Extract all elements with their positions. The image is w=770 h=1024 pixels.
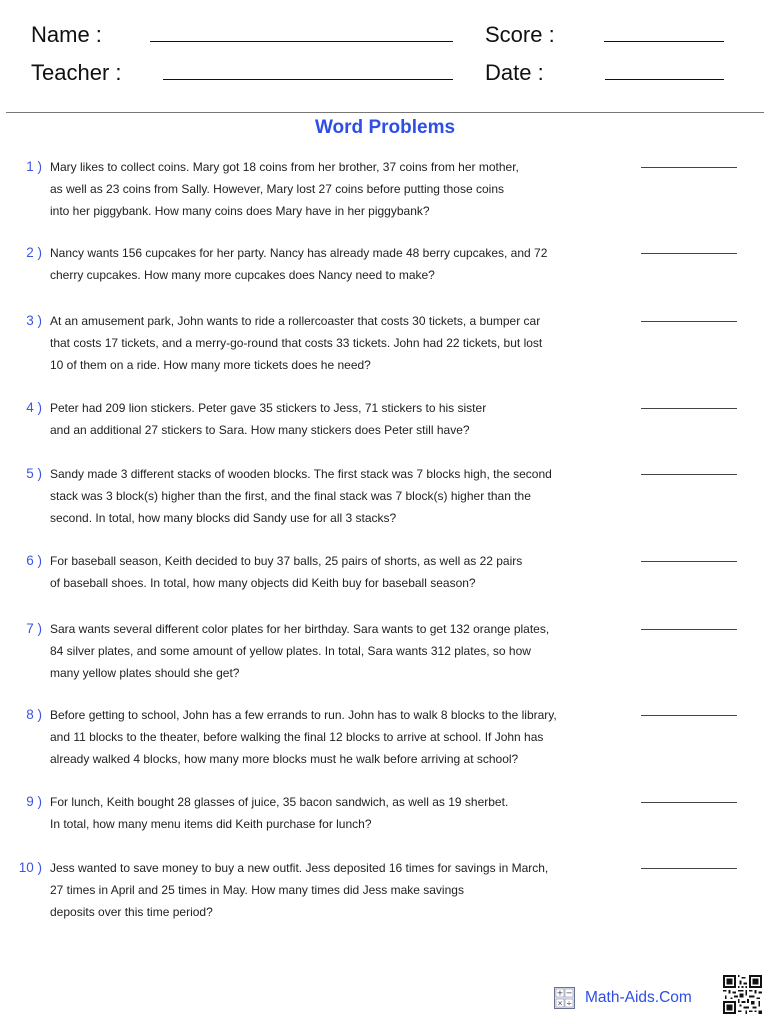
problem-text-line: 84 silver plates, and some amount of yellow plates. In total, Sara wants 312 plates, so how (50, 644, 531, 658)
problem-text-line: Nancy wants 156 cupcakes for her party. Nancy has already made 48 berry cupcakes, and 72 (50, 246, 548, 260)
problem-text (50, 156, 615, 222)
problem-text-line: Mary likes to collect coins. Mary got 18 coins from her brother, 37 coins from her mother, (50, 160, 519, 174)
problem-text (50, 310, 615, 376)
problem-text-line: of baseball shoes. In total, how many objects did Keith buy for baseball season? (50, 576, 476, 590)
svg-text:×: × (557, 999, 563, 1008)
worksheet-title: Word Problems (314, 117, 456, 138)
problem-text-line: many yellow plates should she get? (50, 666, 240, 680)
problem-text (50, 463, 615, 529)
answer-blank[interactable] (641, 408, 737, 409)
problem-number: 6 ) (26, 553, 42, 568)
problem-text (50, 857, 615, 923)
problem-text (50, 397, 615, 441)
footer-brand (554, 986, 692, 1010)
problem-text-line: In total, how many menu items did Keith purchase for lunch? (50, 817, 372, 831)
problem-text-line: Sara wants several different color plates for her birthday. Sara wants to get 132 orange plates, (50, 622, 550, 636)
score-field-line[interactable] (604, 41, 724, 42)
answer-blank[interactable] (641, 868, 737, 869)
answer-blank[interactable] (641, 561, 737, 562)
problem-number: 7 ) (26, 621, 42, 636)
problem-text-line: already walked 4 blocks, how many more blocks must he walk before arriving at school? (50, 752, 519, 766)
svg-text:÷: ÷ (566, 999, 572, 1008)
svg-text:−: − (565, 988, 573, 998)
name-label: Name : (31, 22, 102, 47)
problem-text-line: and an additional 27 stickers to Sara. How many stickers does Peter still have? (50, 423, 470, 437)
problem-text-line: For baseball season, Keith decided to buy 37 balls, 25 pairs of shorts, as well as 22 pairs (50, 554, 523, 568)
problem-text-line: 10 of them on a ride. How many more tickets does he need? (50, 358, 371, 372)
date-label: Date : (485, 60, 544, 85)
problem-number: 5 ) (26, 466, 42, 481)
problem-text-line: Before getting to school, John has a few errands to run. John has to walk 8 blocks to the library, (50, 708, 557, 722)
problem-text-line: For lunch, Keith bought 28 glasses of juice, 35 bacon sandwich, as well as 19 sherbet. (50, 795, 509, 809)
calculator-icon (554, 987, 575, 1009)
problem-text-line: cherry cupcakes. How many more cupcakes does Nancy need to make? (50, 268, 435, 282)
brand-name: Math-Aids.Com (585, 989, 692, 1006)
answer-blank[interactable] (641, 167, 737, 168)
problem-text-line: Sandy made 3 different stacks of wooden blocks. The first stack was 7 blocks high, the second (50, 467, 552, 481)
problem-text-line: second. In total, how many blocks did Sandy use for all 3 stacks? (50, 511, 397, 525)
svg-text:+: + (556, 988, 564, 998)
problem-number: 2 ) (26, 245, 42, 260)
score-label: Score : (485, 22, 555, 47)
teacher-field-line[interactable] (163, 79, 453, 80)
problem-text-line: Peter had 209 lion stickers. Peter gave 35 stickers to Jess, 71 stickers to his sister (50, 401, 487, 415)
problem-number: 9 ) (26, 794, 42, 809)
problem-text-line: into her piggybank. How many coins does Mary have in her piggybank? (50, 204, 430, 218)
problem-text-line: and 11 blocks to the theater, before walking the final 12 blocks to arrive at school. If John has (50, 730, 544, 744)
problem-text (50, 242, 615, 286)
header-divider (6, 112, 764, 113)
qr-code-icon (723, 975, 762, 1014)
problem-text (50, 791, 615, 835)
problem-text (50, 618, 615, 684)
problem-text-line: deposits over this time period? (50, 905, 213, 919)
problem-text-line: as well as 23 coins from Sally. However, Mary lost 27 coins before putting those coins (50, 182, 504, 196)
problem-number: 4 ) (26, 400, 42, 415)
problem-text (50, 550, 615, 594)
problem-text-line: stack was 3 block(s) higher than the first, and the final stack was 7 block(s) higher than the (50, 489, 531, 503)
problem-text (50, 704, 615, 770)
problem-text-line: that costs 17 tickets, and a merry-go-round that costs 33 tickets. John had 22 tickets, but lost (50, 336, 543, 350)
answer-blank[interactable] (641, 802, 737, 803)
answer-blank[interactable] (641, 629, 737, 630)
problem-number: 3 ) (26, 313, 42, 328)
problem-number: 1 ) (26, 159, 42, 174)
problem-number: 10 ) (18, 860, 42, 875)
teacher-label: Teacher : (31, 60, 122, 85)
answer-blank[interactable] (641, 715, 737, 716)
problem-number: 8 ) (26, 707, 42, 722)
date-field-line[interactable] (605, 79, 724, 80)
problem-text-line: Jess wanted to save money to buy a new outfit. Jess deposited 16 times for savings in March, (50, 861, 549, 875)
problem-text-line: 27 times in April and 25 times in May. How many times did Jess make savings (50, 883, 464, 897)
name-field-line[interactable] (150, 41, 453, 42)
answer-blank[interactable] (641, 321, 737, 322)
answer-blank[interactable] (641, 253, 737, 254)
problem-text-line: At an amusement park, John wants to ride a rollercoaster that costs 30 tickets, a bumper car (50, 314, 541, 328)
answer-blank[interactable] (641, 474, 737, 475)
